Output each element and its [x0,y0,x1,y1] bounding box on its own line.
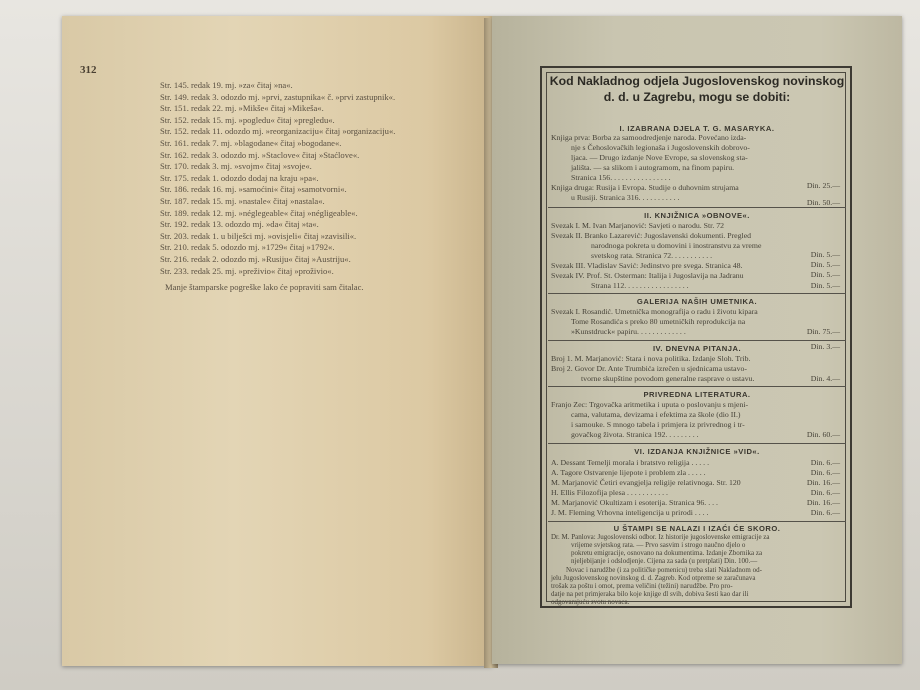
section-text: J. M. Fleming Vrhovna inteligencija u prirodi . . . . [551,508,709,517]
section-text: Tome Rosandića s preko 80 umetničkih reprodukcija na [571,317,746,326]
section-heading: GALERIJA NAŠIH UMETNIKA. [636,297,758,306]
section-text: tvorne skupštine povodom generalne rasprave o ustavu. [581,374,755,383]
section-heading: U ŠTAMPI SE NALAZI I IZAĆI ĆE SKORO. [613,524,781,533]
price: Din. 16.— [806,478,840,487]
price: Din. 3.— [810,342,840,351]
section-text: Svezak I. Rosandić. Umetnička monografija o radu i životu kipara [551,307,758,316]
section-text: Svezak II. Branko Lazarević: Jugoslavenski dokumenti. Pregled [551,231,752,240]
divider [548,207,846,208]
section-text: A. Dessant Temelji morala i bratstvo religija . . . . . [551,458,710,467]
section-text: Strana 112. . . . . . . . . . . . . . . . . [591,281,689,290]
price: Din. 4.— [810,374,840,383]
section-text: i samouke. S mnogo tabela i primjera iz privrednog i tr- [571,420,745,429]
section-text: M. Marjanović Okultizam i esoterija. Stranica 96. . . . [551,498,718,507]
section-text: nje s Čehoslovačkih legionaša i Jugoslovenskih dobrovo- [571,143,750,152]
section-text: cama, valutama, devizama i efektima za škole (dio II.) [571,410,741,419]
section-text: H. Ellis Filozofija plesa . . . . . . . . . . . [551,488,668,497]
price: Din. 50.— [806,198,840,207]
section-heading: II. KNJIŽNICA »OBNOVE«. [644,211,750,220]
errata-line: Str. 162. redak 3. odozdo mj. »Staclove« čitaj »Staćlove«. [160,149,360,160]
section-text: Svezak III. Vladislav Savić: Jedinstvo pre svega. Stranica 48. [551,261,743,270]
section-heading: VI. IZDANJA KNJIŽNICE »VID«. [634,447,760,456]
section-text: Broj 2. Govor Dr. Ante Trumbića izrečen u sjednicama ustavo- [551,364,747,373]
divider [548,521,846,522]
section-text: »Kunstdruck« papiru. . . . . . . . . . . . . [571,327,686,336]
errata-line: Str. 203. redak 1. u bilješci mj. »ovisjeli« čitaj »zavisili«. [160,230,357,241]
section-text: jelu Jugoslovenskog novinskog d. d. Zagreb. Kod otpreme se zaračunava [551,574,756,582]
section-heading: PRIVREDNA LITERATURA. [643,390,751,399]
price: Din. 6.— [810,508,840,517]
price: Din. 25.— [806,181,840,190]
errata-line: Str. 151. redak 22. mj. »Mikše« čitaj »Mikeša«. [160,103,324,114]
section-text: u Rusiji. Stranica 316. . . . . . . . . . . [571,193,680,202]
errata-line: Str. 233. redak 25. mj. »preživio« čitaj »proživio«. [160,265,334,276]
section-text: Svezak I. M. Ivan Marjanović: Savjeti o narodu. Str. 72 [551,221,725,230]
errata-line: Str. 149. redak 3. odozdo mj. »prvi, zastupnika« č. »prvi zastupnik«. [160,91,396,102]
errata-list [160,80,460,277]
price: Din. 6.— [810,488,840,497]
errata-line: Str. 187. redak 15. mj. »nastale« čitaj »nastala«. [160,195,325,206]
price: Din. 6.— [810,468,840,477]
errata-line: Str. 216. redak 2. odozdo mj. »Rusiju« čitaj »Austriju«. [160,253,351,264]
divider [548,340,846,341]
section-text: Svezak IV. Prof. St. Osterman: Italija i Jugoslavija na Jadranu [551,271,744,280]
section-text: Knjiga druga: Rusija i Evropa. Studije o duhovnim strujama [551,183,739,192]
section-text: odgovarajuću svotu novaca. [551,598,630,606]
section-text: narodnoga pokreta u domovini i inostranstvu za vreme [591,241,762,250]
section-text: Broj 1. M. Marjanović: Stara i nova politika. Izdanje Sloh. Trib. [551,354,751,363]
section-text: govačkog života. Stranica 192. . . . . . . . . [571,430,699,439]
section-heading: IV. DNEVNA PITANJA. [652,344,742,353]
page-number: 312 [80,64,97,76]
section-text: Dr. M. Panlova: Jugoslovenski odbor. Iz historije jugoslovenske emigracije za [551,533,770,541]
section-text: trošak za poštu i omot, prema veličini (težini) narudžbe. Pro pro- [551,582,733,590]
title-line: Kod Nakladnog odjela Jugoslovenskog novinskog [549,74,845,88]
title-line: d. d. u Zagrebu, mogu se dobiti: [603,89,791,104]
section-text: A. Tagore Ostvarenje lijepote i problem zla . . . . . [551,468,706,477]
errata-line: Str. 152. redak 11. odozdo mj. »reorganizaciju« čitaj »organizaciju«. [160,126,396,137]
errata-line: Str. 210. redak 5. odozdo mj. »1729« čitaj »1792«. [160,242,335,253]
divider [548,443,846,444]
section-text: ljaca. — Drugo izdanje Nove Evrope, sa slovenskog sta- [571,153,748,162]
price: Din. 5.— [810,270,840,279]
advertisement-title [548,74,846,105]
section-text: njeljebijanje i odslodjenje. Cijena za sada (u pretplati) Din. 100.— [571,557,758,565]
section-text: jališta. — sa slikom i autogramom, na finom papiru. [571,163,735,172]
price: Din. 16.— [806,498,840,507]
errata-line: Str. 192. redak 13. odozdo mj. »da« čitaj »ta«. [160,219,319,230]
section-text: svetskog rata. Stranica 72. . . . . . . . . . . [591,251,713,260]
price: Din. 5.— [810,281,840,290]
price: Din. 5.— [810,260,840,269]
errata-line: Str. 186. redak 16. mj. »samoćini« čitaj »samotvorni«. [160,184,347,195]
errata-line: Str. 189. redak 12. mj. »néglegeable« čitaj »négligeable«. [160,207,358,218]
price: Din. 5.— [810,250,840,259]
section-text: Knjiga prva: Borba za samoodredjenje naroda. Povećano izda- [551,133,747,142]
section-text: M. Marjanović Četiri evangjelja religije relativnoga. Str. 120 [551,478,741,487]
price: Din. 75.— [806,327,840,336]
errata-line: Str. 145. redak 19. mj. »za« čitaj »na«. [160,80,293,90]
section-text: Novac i narudžbe (i za političke pomenicu) treba slati Nakladnom od- [566,566,762,574]
section-text: Stranica 156. . . . . . . . . . . . . . . . [571,173,671,182]
section-text: vrijeme svjetskog rata. — Prvo sasvim i strogo naučno djelo o [571,541,746,549]
errata-line: Str. 161. redak 7. mj. »blagodane« čitaj »bogodane«. [160,137,342,148]
divider [548,386,846,387]
section-text: pokretu emigracije, osnovano na dokumentima. Izdanje Zbornika za [571,549,763,557]
section-text: Franjo Zec: Trgovačka aritmetika i uputa o poslovanju s mjeni- [551,400,749,409]
errata-line: Str. 175. redak 1. odozdo dodaj na kraju »pa«. [160,172,319,183]
section-heading: I. IZABRANA DJELA T. G. MASARYKA. [619,124,775,133]
errata-line: Str. 170. redak 3. mj. »svojm« čitaj »svoje«. [160,161,312,172]
price: Din. 6.— [810,458,840,467]
section-text: datje na pet primjeraka bilo koje knjige dl svih, dobiva šesti kao dar ili [551,590,749,598]
divider [548,293,846,294]
errata-line: Str. 152. redak 15. mj. »pogledu« čitaj »pregledu«. [160,114,335,125]
price: Din. 60.— [806,430,840,439]
errata-note: Manje štamparske pogreške lako će popraviti sam čitalac. [165,282,364,292]
